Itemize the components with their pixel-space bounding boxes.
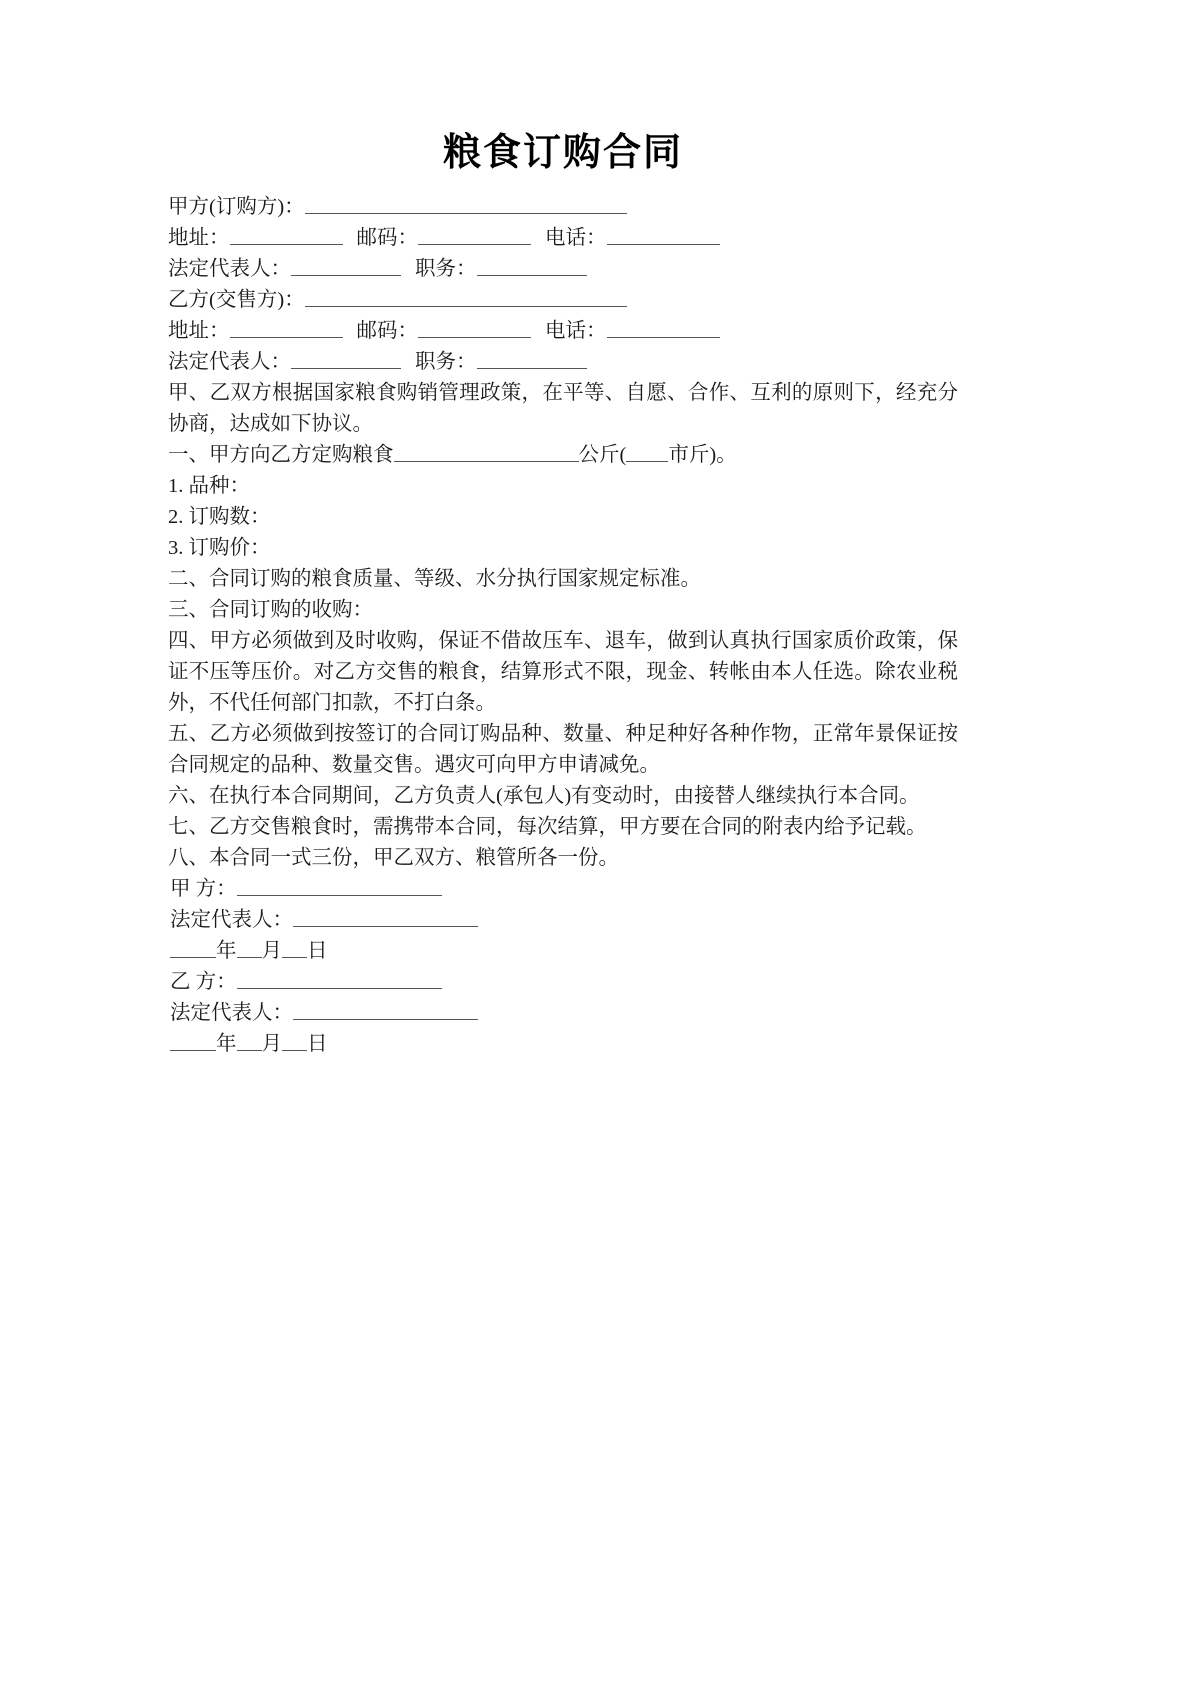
signature-party-b-line bbox=[168, 967, 958, 998]
party-b-rep-line bbox=[168, 347, 958, 378]
party-a-phone-blank[interactable] bbox=[607, 223, 720, 245]
party-a-contact-line bbox=[168, 223, 958, 254]
party-b-position-blank[interactable] bbox=[477, 347, 587, 369]
party-b-name-label: 乙方(交售方)： bbox=[168, 288, 305, 311]
signature-party-a-rep-label: 法定代表人： bbox=[170, 908, 293, 931]
party-b-address-blank[interactable] bbox=[230, 316, 343, 338]
party-b-postcode-blank[interactable] bbox=[418, 316, 531, 338]
party-a-position-blank[interactable] bbox=[477, 254, 587, 276]
signature-party-b-rep-line bbox=[168, 998, 958, 1029]
clause-seven: 七、乙方交售粮食时，需携带本合同，每次结算，甲方要在合同的附表内给予记载。 bbox=[168, 815, 927, 838]
signature-party-b-date-line bbox=[168, 1029, 958, 1060]
party-a-legal-rep-blank[interactable] bbox=[291, 254, 401, 276]
clause-one-unit-jin: 市斤)。 bbox=[668, 443, 737, 466]
party-b-phone-label: 电话： bbox=[545, 319, 607, 342]
page-title: 粮食订购合同 bbox=[442, 132, 683, 174]
signature-party-a-rep-line bbox=[168, 905, 958, 936]
document-body bbox=[168, 130, 958, 1060]
party-b-legal-rep-blank[interactable] bbox=[291, 347, 401, 369]
signature-party-a-date-line bbox=[168, 936, 958, 967]
clause-one-unit-kg: 公斤( bbox=[578, 443, 627, 466]
clause-two: 二、合同订购的粮食质量、等级、水分执行国家规定标准。 bbox=[168, 567, 701, 590]
signature-party-a-rep-blank[interactable] bbox=[293, 905, 478, 927]
signature-party-a-month-blank[interactable] bbox=[237, 936, 262, 958]
signature-party-b-day-label: 日 bbox=[307, 1032, 328, 1055]
signature-party-a-year-label: 年 bbox=[216, 939, 237, 962]
signature-party-b-blank[interactable] bbox=[237, 967, 442, 989]
party-a-postcode-blank[interactable] bbox=[418, 223, 531, 245]
sub-item-variety: 1. 品种： bbox=[168, 474, 250, 497]
party-a-name-blank[interactable] bbox=[305, 192, 627, 214]
party-a-rep-line bbox=[168, 254, 958, 285]
party-b-contact-line bbox=[168, 316, 958, 347]
clause-one-line bbox=[168, 440, 958, 471]
clause-four: 四、甲方必须做到及时收购，保证不借故压车、退车，做到认真执行国家质价政策，保证不压等压价。对乙方交售的粮食，结算形式不限，现金、转帐由本人任选。除农业税外，不代任何部门扣款，不打白条。 bbox=[168, 629, 958, 714]
party-a-position-label: 职务： bbox=[415, 257, 477, 280]
signature-party-a-line bbox=[168, 874, 958, 905]
party-a-address-label: 地址： bbox=[168, 226, 230, 249]
signature-party-a-label: 甲 方： bbox=[170, 877, 237, 900]
party-a-phone-label: 电话： bbox=[545, 226, 607, 249]
party-b-position-label: 职务： bbox=[415, 350, 477, 373]
clause-one-prefix: 一、甲方向乙方定购粮食 bbox=[168, 443, 394, 466]
clause-one-jin-blank[interactable] bbox=[626, 440, 668, 462]
clause-eight: 八、本合同一式三份，甲乙双方、粮管所各一份。 bbox=[168, 846, 619, 869]
party-a-name-label: 甲方(订购方)： bbox=[168, 195, 305, 218]
party-a-legal-rep-label: 法定代表人： bbox=[168, 257, 291, 280]
signature-party-a-day-blank[interactable] bbox=[282, 936, 307, 958]
sub-item-quantity: 2. 订购数： bbox=[168, 505, 271, 528]
party-b-name-line bbox=[168, 285, 958, 316]
signature-party-b-year-label: 年 bbox=[216, 1032, 237, 1055]
signature-party-b-rep-blank[interactable] bbox=[293, 998, 478, 1020]
party-b-phone-blank[interactable] bbox=[607, 316, 720, 338]
signature-party-b-month-label: 月 bbox=[261, 1032, 282, 1055]
signature-party-a-month-label: 月 bbox=[261, 939, 282, 962]
party-b-postcode-label: 邮码： bbox=[356, 319, 418, 342]
signature-party-b-rep-label: 法定代表人： bbox=[170, 1001, 293, 1024]
signature-party-a-day-label: 日 bbox=[307, 939, 328, 962]
clause-six: 六、在执行本合同期间，乙方负责人(承包人)有变动时，由接替人继续执行本合同。 bbox=[168, 784, 920, 807]
party-a-postcode-label: 邮码： bbox=[356, 226, 418, 249]
signature-party-b-year-blank[interactable] bbox=[170, 1029, 216, 1051]
sub-item-price: 3. 订购价： bbox=[168, 536, 271, 559]
party-a-name-line bbox=[168, 192, 958, 223]
signature-party-a-blank[interactable] bbox=[237, 874, 442, 896]
party-a-address-blank[interactable] bbox=[230, 223, 343, 245]
signature-party-b-month-blank[interactable] bbox=[237, 1029, 262, 1051]
party-b-legal-rep-label: 法定代表人： bbox=[168, 350, 291, 373]
party-b-name-blank[interactable] bbox=[305, 285, 627, 307]
signature-party-b-label: 乙 方： bbox=[170, 970, 237, 993]
signature-party-b-day-blank[interactable] bbox=[282, 1029, 307, 1051]
clause-one-kg-blank[interactable] bbox=[394, 440, 579, 462]
signature-party-a-year-blank[interactable] bbox=[170, 936, 216, 958]
party-b-address-label: 地址： bbox=[168, 319, 230, 342]
clause-five: 五、乙方必须做到按签订的合同订购品种、数量、种足种好各种作物，正常年景保证按合同规定的品种、数量交售。遇灾可向甲方申请减免。 bbox=[168, 722, 958, 776]
preamble-paragraph: 甲、乙双方根据国家粮食购销管理政策，在平等、自愿、合作、互利的原则下，经充分协商，达成如下协议。 bbox=[168, 381, 958, 435]
clause-three: 三、合同订购的收购： bbox=[168, 598, 373, 621]
